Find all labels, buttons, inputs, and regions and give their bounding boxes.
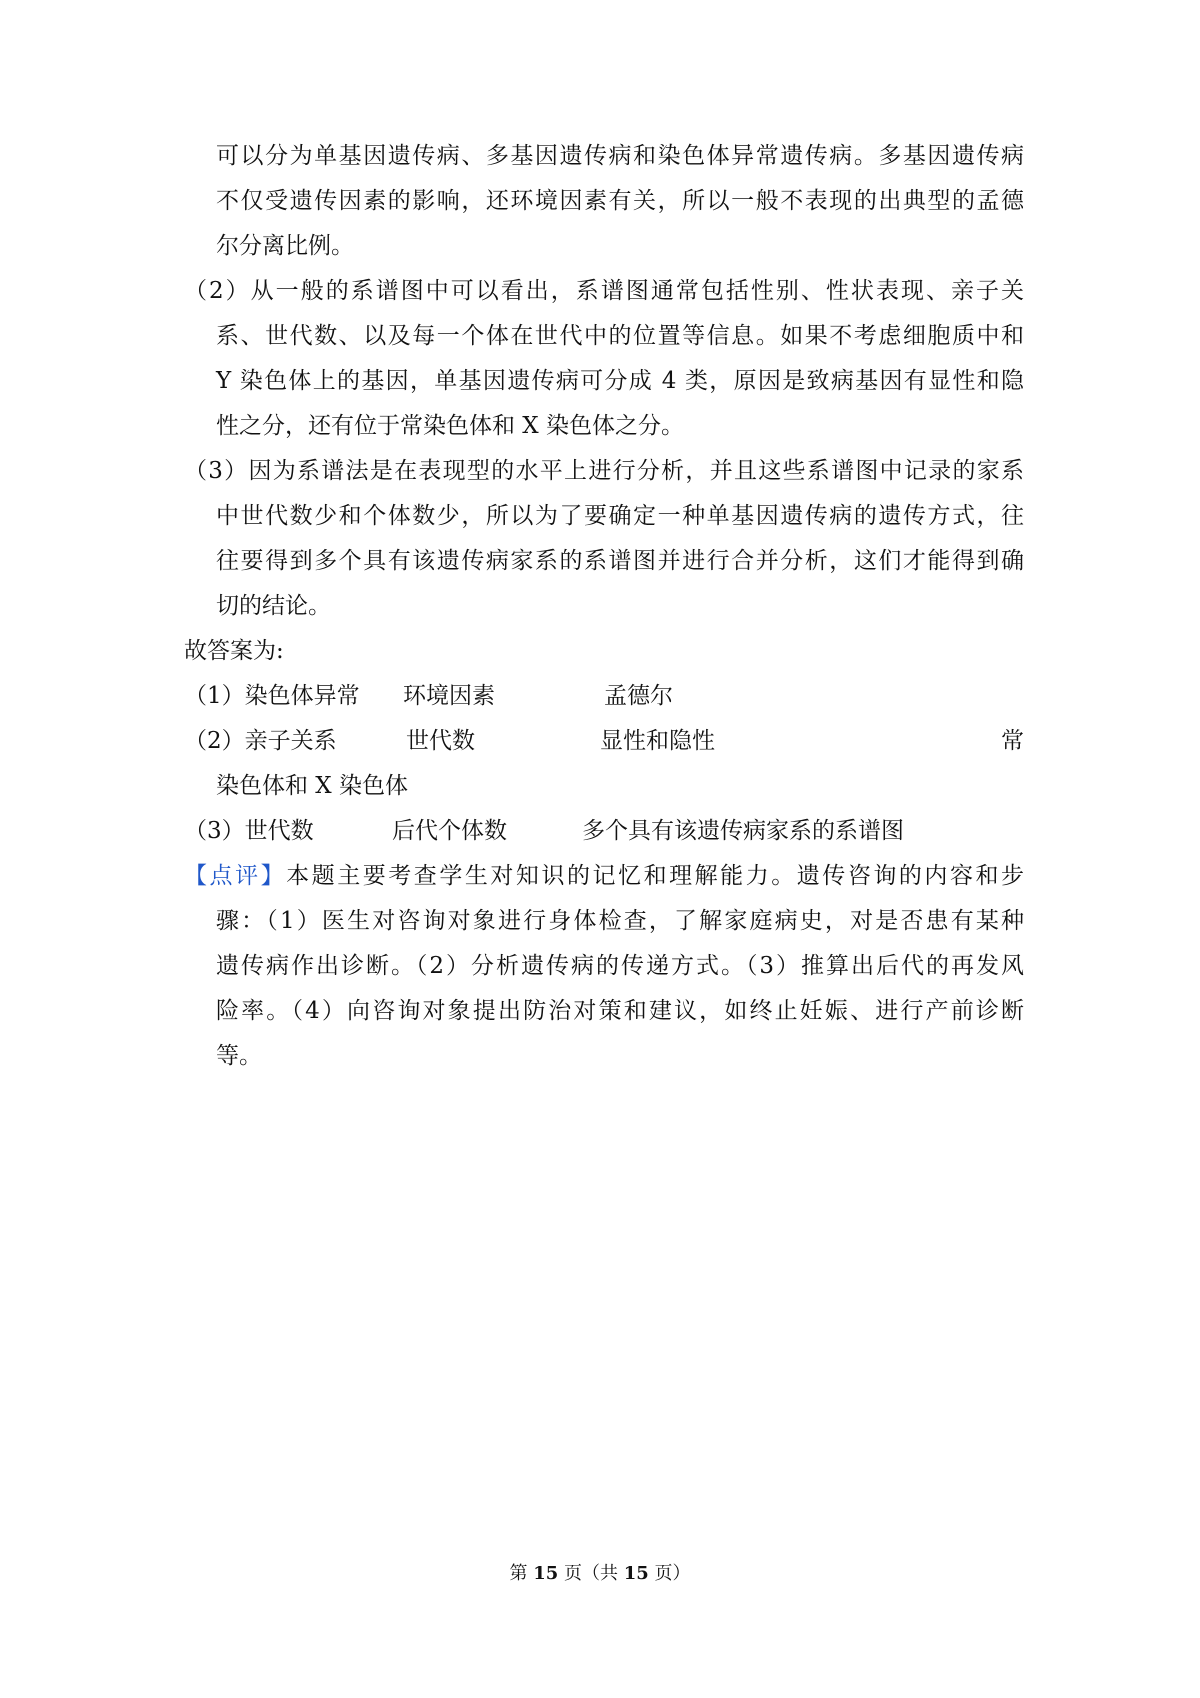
comment-line-2: 骤：（1）医生对咨询对象进行身体检查，了解家庭病史，对是否患有某种 (216, 908, 1024, 934)
comment-line-4: 险率。（4）向咨询对象提出防治对策和建议，如终止妊娠、进行产前诊断 (216, 998, 1024, 1024)
answer-1-part-2: 环境因素 (403, 683, 495, 709)
answer-row-1 (184, 672, 1024, 720)
footer-prefix: 第 (509, 1563, 534, 1584)
explanation-part2-line-1: （2）从一般的系谱图中可以看出，系谱图通常包括性别、性状表现、亲子关 (184, 278, 1024, 304)
answer-2-part-4-continued: 染色体和 X 染色体 (216, 773, 408, 799)
explanation-part1-line-3: 尔分离比例。 (216, 233, 354, 259)
answer-2-part-4-start: 常 (1001, 728, 1024, 754)
footer-middle: 页（共 (558, 1563, 624, 1584)
answer-1-part-3: 孟德尔 (604, 683, 673, 709)
answer-2-part-1: （2）亲子关系 (184, 728, 337, 754)
answer-heading: 故答案为: (184, 638, 284, 664)
explanation-part3-line-1: （3）因为系谱法是在表现型的水平上进行分析，并且这些系谱图中记录的家系 (184, 458, 1024, 484)
answer-3-part-1: （3）世代数 (184, 818, 314, 844)
explanation-part1-line-2: 不仅受遗传因素的影响，还环境因素有关，所以一般不表现的出典型的孟德 (216, 188, 1024, 214)
comment-tag: 【点评】 (184, 863, 287, 889)
page-footer (0, 1560, 1200, 1588)
answer-2-part-2: 世代数 (406, 728, 475, 754)
explanation-part2-line-2: 系、世代数、以及每一个体在世代中的位置等信息。如果不考虑细胞质中和 (216, 323, 1024, 349)
explanation-part3-line-3: 往要得到多个具有该遗传病家系的系谱图并进行合并分析，这们才能得到确 (216, 548, 1024, 574)
comment-line-1 (184, 852, 1024, 900)
answer-row-3 (184, 807, 1024, 855)
answer-3-part-3: 多个具有该遗传病家系的系谱图 (582, 818, 904, 844)
footer-suffix: 页） (648, 1563, 691, 1584)
footer-total-pages: 15 (623, 1563, 649, 1584)
explanation-part3-line-4: 切的结论。 (216, 593, 331, 619)
answer-row-2 (184, 717, 1024, 765)
explanation-part2-line-4: 性之分，还有位于常染色体和 X 染色体之分。 (216, 413, 684, 439)
footer-page-number: 15 (533, 1563, 559, 1584)
comment-first-text: 本题主要考查学生对知识的记忆和理解能力。遗传咨询的内容和步 (286, 863, 1024, 889)
explanation-part3-line-2: 中世代数少和个体数少，所以为了要确定一种单基因遗传病的遗传方式，往 (216, 503, 1024, 529)
explanation-part1-line-1: 可以分为单基因遗传病、多基因遗传病和染色体异常遗传病。多基因遗传病 (216, 143, 1024, 169)
answer-3-part-2: 后代个体数 (392, 818, 507, 844)
comment-line-3: 遗传病作出诊断。（2）分析遗传病的传递方式。（3）推算出后代的再发风 (216, 953, 1024, 979)
answer-1-part-1: （1）染色体异常 (184, 683, 360, 709)
comment-line-5: 等。 (216, 1043, 262, 1069)
explanation-part2-line-3: Y 染色体上的基因，单基因遗传病可分成 4 类，原因是致病基因有显性和隐 (216, 368, 1024, 394)
answer-2-part-3: 显性和隐性 (600, 728, 715, 754)
